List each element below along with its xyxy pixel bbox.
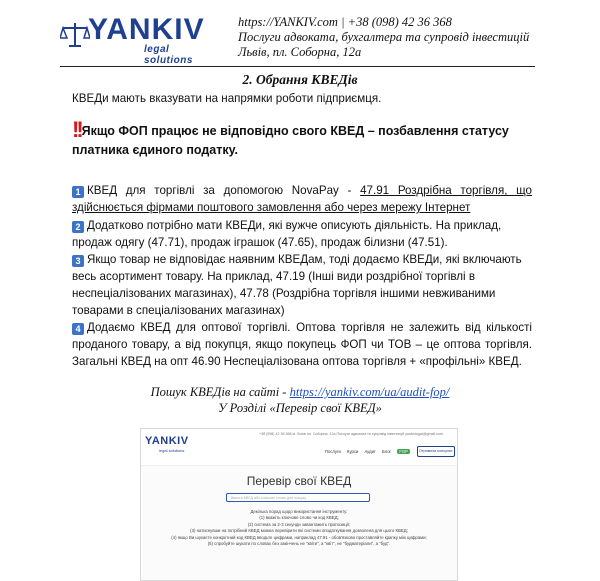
item-1-underlined: 47.91 Роздрібна торгівля, що здійснюється фірмами поштового замовлення або через мережу Інтернет [72, 184, 533, 214]
mini-instruction-line: (2) система за 2-3 секунди завантажить пропозиції; [247, 521, 351, 527]
warning-block [72, 117, 532, 160]
mini-instruction-line: (4) якщо Ви шукаєте конкретний код КВЕД вводьте цифрами, наприклад 47.91 - обов'язково проставляйте крапку між цифрами; [171, 534, 427, 540]
number-2-icon: 2 [72, 221, 84, 233]
item-3 [72, 251, 532, 319]
yankiv-logo [60, 13, 220, 66]
search-hint [0, 384, 600, 400]
contact-block [238, 15, 529, 60]
mini-instruction-line: Декілька порад щодо використання інструменту: [250, 509, 348, 514]
number-4-icon: 4 [72, 323, 84, 335]
contact-line-services: Послуги адвоката, бухгалтера та супровід інвестицій [238, 30, 530, 44]
item-4-text: Додаємо КВЕД для оптової торгівлі. Оптова торгівля не залежить від кількості проданого товару, а від покупця, якщо покупець ФОП чи ТОВ – це оптова торгівля. Загальні КВЕД на опт 46.90 Неспеціалізована оптова торгівля + «профільні» КВЕД. [72, 321, 532, 368]
mini-logo: YANKIV [145, 435, 189, 447]
number-1-icon: 1 [72, 186, 84, 198]
website-screenshot [140, 428, 458, 581]
scales-icon [60, 20, 90, 50]
mini-nav [325, 449, 415, 454]
double-exclamation-icon: !! [72, 117, 81, 142]
search-section-name: У Розділі «Перевір свої КВЕД» [218, 401, 382, 415]
mini-instruction-line: (3) натиснувши на потрібний КВЕД можна перевірити які системи оподаткування дозволена для цього КВЕД; [190, 528, 408, 534]
item-3-text: Якщо товар не відповідає наявним КВЕДам, тоді додаємо КВЕДи, які включають весь асортимент товару. На приклад, 47.19 (Інші види роздрібної торгівлі в неспеціалізованих магазинах), 47.78 (Роздрібна торгівля іншими невживаними товарами в спеціалізованих магазинах) [72, 253, 522, 317]
contact-line-address: Львів, пл. Соборна, 12а [238, 45, 362, 59]
mini-logo-subtitle: legal solutions [159, 448, 185, 453]
header-divider [60, 66, 535, 67]
mini-instruction-line: (1) вкажіть ключове слово чи код КВЕД; [259, 515, 339, 521]
logo-word: YANKIV [88, 13, 205, 46]
item-1-text: КВЕД для торгівлі за допомогою NovaPay - [87, 184, 361, 197]
search-prefix: Пошук КВЕДів на сайті - [150, 385, 290, 399]
item-2-text: Додатково потрібно мати КВЕДи, які вужче описують діяльність. На приклад, продаж одягу (47.71), продаж іграшок (47.65), продаж білизни (47.51). [72, 219, 502, 249]
warning-text: Якщо ФОП працює не відповідно свого КВЕД – позбавлення статусу платника єдиного податку. [72, 124, 509, 157]
logo-subtitle: legal solutions [144, 44, 193, 66]
mini-nav-item: Блог [382, 449, 392, 454]
mini-instructions [141, 509, 457, 547]
mini-contacts: +38 (098) 42 36 368 м. Львів пл. Соборна, 12а Послуги адвоката та супровід інвестицій yankivlegal@gmail.com [259, 432, 443, 436]
audit-fop-link[interactable]: https://yankiv.com/ua/audit-fop/ [289, 385, 450, 399]
section-heading: 2. Обрання КВЕДів [242, 72, 358, 87]
contact-line-site: https://YANKIV.com | +38 (098) 42 36 368 [238, 15, 452, 29]
item-4 [72, 319, 532, 370]
mini-cta-button: Отримати консульт. [417, 446, 455, 457]
item-2 [72, 217, 532, 251]
mini-title: Перевір свої КВЕД [246, 474, 352, 488]
mini-nav-pill: FOP [399, 449, 408, 454]
mini-nav-item: Аудит [364, 449, 376, 454]
mini-instruction-line: (5) спробуйте шукати по словах без закінчень не "квіти", а "квіт", не "будматеріали", а "буд". [207, 541, 391, 547]
item-1 [72, 182, 532, 216]
mini-header [141, 429, 457, 466]
mini-nav-item: Послуги [325, 449, 341, 454]
mini-search-input: Ввести КВЕД або ключове слово для пошуку [226, 493, 370, 502]
intro-text: КВЕДи мають вказувати на напрямки роботи підприємця. [72, 92, 382, 105]
mini-nav-item: Курси [347, 449, 359, 454]
number-3-icon: 3 [72, 255, 84, 267]
